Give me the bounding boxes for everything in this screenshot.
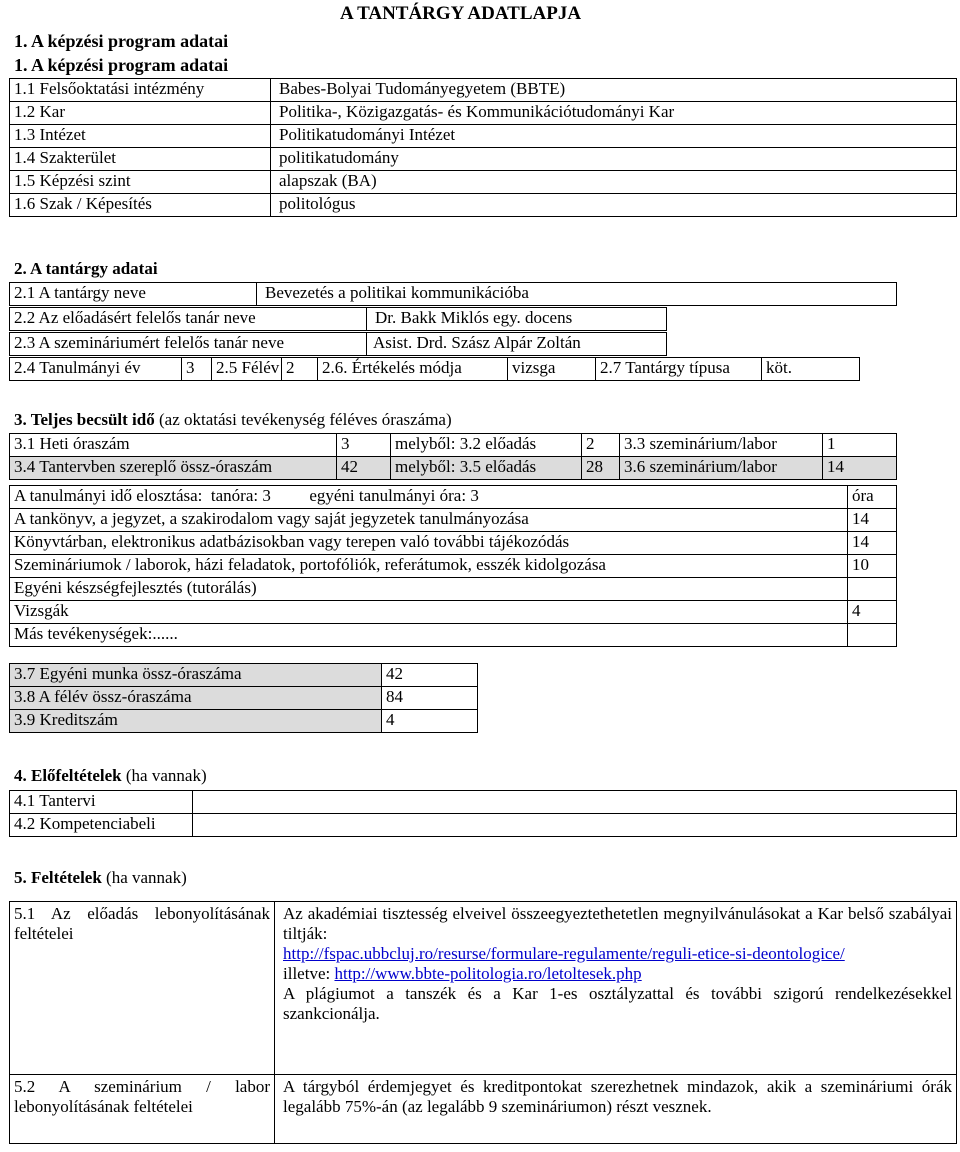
activity-label: Szemináriumok / laborok, házi feladatok, portofóliók, referátumok, esszék kidolgozása: [10, 555, 848, 578]
prerequisites-table: [9, 790, 957, 837]
distribution-class-hours: tanóra: 3: [210, 486, 271, 505]
table-row: [10, 486, 897, 509]
conditions-table: [9, 901, 957, 1144]
table-row: [10, 687, 478, 710]
lecture-conditions-label: 5.1 Az előadás lebonyolításának feltételei: [10, 902, 275, 1075]
section1-heading-repeat: 1. A képzési program adatai: [14, 55, 229, 75]
evaluation-label: 2.6. Értékelés módja: [318, 358, 508, 381]
lecture-conditions-text: Az akadémiai tisztesség elveivel összeegyeztethetetlen megnyilvánulásokat a Kar belső szabályai tiltják:: [283, 904, 952, 943]
section3-heading-rest: (az oktatási tevékenység féléves óraszáma): [154, 410, 452, 429]
row-label: 1.6 Szak / Képesítés: [10, 194, 271, 217]
section3-heading-bold: 3. Teljes becsült idő: [14, 410, 155, 429]
distribution-row: [10, 486, 848, 509]
seminar-leader-table: [9, 332, 667, 356]
row-value: Babes-Bolyai Tudományegyetem (BBTE): [271, 79, 957, 102]
row-value: alapszak (BA): [271, 171, 957, 194]
table-row: [10, 102, 957, 125]
lecture-total-label: melyből: 3.5 előadás: [391, 457, 582, 480]
lecture-conditions-illetve-line: [283, 964, 952, 984]
seminar-conditions-label: 5.2 A szeminárium / labor lebonyolításának feltételei: [10, 1075, 275, 1144]
page-title: A TANTÁRGY ADATLAPJA: [340, 3, 582, 24]
distribution-label: A tanulmányi idő elosztása:: [14, 486, 203, 505]
activity-value: 10: [848, 555, 897, 578]
type-label: 2.7 Tantárgy típusa: [596, 358, 762, 381]
lecture-total-value: 28: [582, 457, 620, 480]
section1-heading: 1. A képzési program adatai: [14, 31, 229, 51]
table-row: [10, 902, 957, 1075]
lecturer-value: Dr. Bakk Miklós egy. docens: [367, 308, 667, 331]
row-value: politikatudomány: [271, 148, 957, 171]
plagiarism-text: A plágiumot a tanszék és a Kar 1-es osztályzattal és további szigorú rendelkezésekkel szankcionálja.: [283, 984, 952, 1023]
table-row: [10, 79, 957, 102]
totals-table: [9, 663, 478, 733]
course-name-label: 2.1 A tantárgy neve: [10, 283, 257, 306]
seminar-weekly-value: 1: [823, 434, 897, 457]
total-value: 4: [382, 710, 478, 733]
section4-heading-rest: (ha vannak): [121, 766, 207, 785]
seminar-total-value: 14: [823, 457, 897, 480]
prerequisite-value: [193, 791, 957, 814]
row-label: 1.4 Szakterület: [10, 148, 271, 171]
weekly-hours-value: 3: [337, 434, 391, 457]
total-label: 3.8 A félév össz-óraszáma: [10, 687, 382, 710]
semester-value: 2: [282, 358, 318, 381]
downloads-link[interactable]: http://www.bbte-politologia.ro/letoltesek.php: [334, 964, 642, 983]
distribution-unit: óra: [848, 486, 897, 509]
distribution-individual-hours: egyéni tanulmányi óra: 3: [309, 486, 479, 505]
year-label: 2.4 Tanulmányi év: [10, 358, 182, 381]
time-distribution-table: [9, 485, 897, 647]
table-row: [10, 532, 897, 555]
seminar-weekly-label: 3.3 szeminárium/labor: [620, 434, 823, 457]
row-label: 1.3 Intézet: [10, 125, 271, 148]
table-row: [10, 434, 897, 457]
table-row: [10, 555, 897, 578]
activity-label: A tankönyv, a jegyzet, a szakirodalom vagy saját jegyzetek tanulmányozása: [10, 509, 848, 532]
hours-table: [9, 433, 897, 480]
weekly-hours-label: 3.1 Heti óraszám: [10, 434, 337, 457]
total-hours-value: 42: [337, 457, 391, 480]
illetve-label: illetve:: [283, 964, 331, 983]
section2-heading: 2. A tantárgy adatai: [14, 259, 158, 278]
table-row: [10, 171, 957, 194]
lecturer-label: 2.2 Az előadásért felelős tanár neve: [10, 308, 367, 331]
table-row: [10, 333, 667, 356]
activity-value: [848, 578, 897, 601]
section3-heading: [14, 410, 452, 430]
row-label: 1.1 Felsőoktatási intézmény: [10, 79, 271, 102]
row-label: 1.2 Kar: [10, 102, 271, 125]
total-hours-label: 3.4 Tantervben szereplő össz-óraszám: [10, 457, 337, 480]
table-row: [10, 308, 667, 331]
table-row: [10, 601, 897, 624]
program-data-table: [9, 78, 957, 217]
course-meta-table: [9, 357, 860, 381]
table-row: [10, 457, 897, 480]
prerequisite-value: [193, 814, 957, 837]
table-row: [10, 791, 957, 814]
activity-label: Vizsgák: [10, 601, 848, 624]
section4-heading-bold: 4. Előfeltételek: [14, 766, 122, 785]
table-row: [10, 664, 478, 687]
table-row: [10, 710, 478, 733]
lecture-weekly-label: melyből: 3.2 előadás: [391, 434, 582, 457]
lecturer-table: [9, 307, 667, 331]
course-name-value: Bevezetés a politikai kommunikációba: [257, 283, 897, 306]
section5-heading-bold: 5. Feltételek: [14, 868, 102, 887]
prerequisite-label: 4.1 Tantervi: [10, 791, 193, 814]
activity-value: [848, 624, 897, 647]
type-value: köt.: [762, 358, 860, 381]
section5-heading: [14, 868, 187, 888]
evaluation-value: vizsga: [508, 358, 596, 381]
lecture-conditions-cell: [275, 902, 957, 1075]
table-row: [10, 283, 897, 306]
course-name-table: [9, 282, 897, 306]
total-label: 3.7 Egyéni munka össz-óraszáma: [10, 664, 382, 687]
table-row: [10, 148, 957, 171]
year-value: 3: [182, 358, 212, 381]
table-row: [10, 509, 897, 532]
activity-value: 4: [848, 601, 897, 624]
activity-value: 14: [848, 532, 897, 555]
total-label: 3.9 Kreditszám: [10, 710, 382, 733]
ethics-rules-link[interactable]: http://fspac.ubbcluj.ro/resurse/formulare-regulamente/reguli-etice-si-deontologice/: [283, 944, 845, 963]
lecture-conditions-link-block: [283, 944, 952, 964]
lecture-weekly-value: 2: [582, 434, 620, 457]
activity-label: Más tevékenységek:......: [10, 624, 848, 647]
seminar-leader-label: 2.3 A szemináriumért felelős tanár neve: [10, 333, 367, 356]
activity-label: Könyvtárban, elektronikus adatbázisokban vagy terepen való további tájékozódás: [10, 532, 848, 555]
row-value: politológus: [271, 194, 957, 217]
activity-label: Egyéni készségfejlesztés (tutorálás): [10, 578, 848, 601]
prerequisite-label: 4.2 Kompetenciabeli: [10, 814, 193, 837]
seminar-conditions-text: A tárgyból érdemjegyet és kreditpontokat szerezhetnek mindazok, akik a szemináriumi órák legalább 75%-án (az legalább 9 szemináriumon) részt vesznek.: [275, 1075, 957, 1144]
section4-heading: [14, 766, 207, 786]
total-value: 84: [382, 687, 478, 710]
table-row: [10, 358, 860, 381]
table-row: [10, 814, 957, 837]
activity-value: 14: [848, 509, 897, 532]
table-row: [10, 194, 957, 217]
total-value: 42: [382, 664, 478, 687]
table-row: [10, 1075, 957, 1144]
row-value: Politikatudományi Intézet: [271, 125, 957, 148]
semester-label: 2.5 Félév: [212, 358, 282, 381]
seminar-leader-value: Asist. Drd. Szász Alpár Zoltán: [367, 333, 667, 356]
table-row: [10, 125, 957, 148]
row-label: 1.5 Képzési szint: [10, 171, 271, 194]
table-row: [10, 578, 897, 601]
section5-heading-rest: (ha vannak): [101, 868, 187, 887]
row-value: Politika-, Közigazgatás- és Kommunikációtudományi Kar: [271, 102, 957, 125]
seminar-total-label: 3.6 szeminárium/labor: [620, 457, 823, 480]
table-row: [10, 624, 897, 647]
